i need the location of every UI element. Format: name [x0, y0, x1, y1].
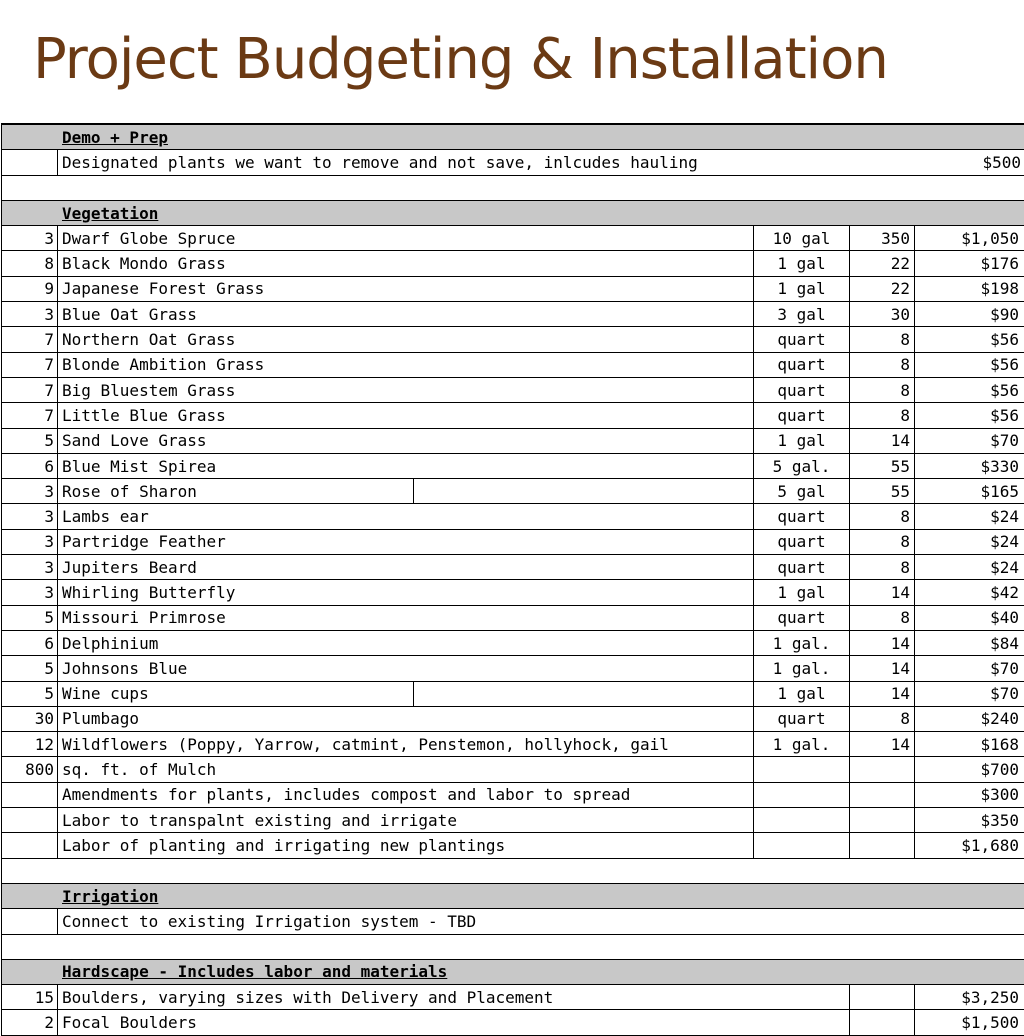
- unit-price-cell: 14: [850, 732, 915, 756]
- qty-cell: 9: [2, 277, 58, 301]
- unit-price-cell: [850, 833, 915, 857]
- total-cell: $70: [990, 431, 1019, 451]
- table-row: [2, 479, 1024, 504]
- total-cell: $70: [990, 684, 1019, 704]
- size-cell: [754, 1010, 850, 1034]
- size-cell: quart: [754, 403, 850, 427]
- size-cell: quart: [754, 555, 850, 579]
- size-cell: 1 gal.: [754, 656, 850, 680]
- qty-cell: 15: [2, 985, 58, 1009]
- table-row: [2, 429, 1024, 454]
- total-cell: $330: [980, 456, 1019, 476]
- table-row: [2, 656, 1024, 681]
- table-row: [2, 833, 1024, 858]
- total-cell: $198: [980, 279, 1019, 299]
- size-cell: quart: [754, 504, 850, 528]
- item-cell: Big Bluestem Grass: [58, 378, 754, 402]
- item-cell: Focal Boulders: [62, 1013, 197, 1033]
- size-cell: 1 gal: [754, 682, 850, 706]
- unit-price-cell: 55: [850, 479, 915, 503]
- size-cell: quart: [754, 353, 850, 377]
- section-heading: Vegetation: [62, 203, 159, 223]
- unit-price-cell: 8: [850, 327, 915, 351]
- table-row: [2, 606, 1024, 631]
- table-row: [2, 757, 1024, 782]
- header-qty-cell: [2, 960, 58, 984]
- table-row: [2, 909, 1024, 934]
- unit-price-cell: 14: [850, 580, 915, 604]
- qty-cell: 3: [2, 555, 58, 579]
- total-cell: $500: [982, 152, 1021, 172]
- qty-cell: 5: [2, 682, 58, 706]
- item-cell: Rose of Sharon: [58, 479, 754, 503]
- item-cell: Little Blue Grass: [58, 403, 754, 427]
- item-cell: Designated plants we want to remove and not save, inlcudes hauling: [61, 152, 698, 172]
- size-cell: 1 gal: [754, 277, 850, 301]
- table-row: [2, 327, 1024, 352]
- qty-cell: [2, 909, 58, 933]
- qty-cell: 3: [2, 226, 58, 250]
- size-cell: [754, 833, 850, 857]
- qty-cell: 5: [2, 429, 58, 453]
- item-cell: Labor of planting and irrigating new plantings: [58, 833, 754, 857]
- table-row: [2, 378, 1024, 403]
- qty-cell: 6: [2, 454, 58, 478]
- table-row: [2, 454, 1024, 479]
- size-cell: quart: [754, 707, 850, 731]
- section-heading: Irrigation: [62, 886, 159, 906]
- section-header-demo: [2, 125, 1024, 150]
- item-cell: Wine cups: [58, 682, 754, 706]
- size-cell: 5 gal: [754, 479, 850, 503]
- total-cell: $70: [990, 658, 1019, 678]
- unit-price-cell: 22: [850, 251, 915, 275]
- qty-cell: 5: [2, 656, 58, 680]
- total-cell: $42: [990, 582, 1019, 602]
- table-row: [2, 530, 1024, 555]
- unit-price-cell: 14: [850, 682, 915, 706]
- unit-price-cell: [850, 808, 915, 832]
- spacer-row: [2, 935, 1024, 960]
- size-cell: 1 gal.: [754, 732, 850, 756]
- unit-price-cell: 30: [850, 302, 915, 326]
- size-cell: 1 gal.: [754, 631, 850, 655]
- unit-price-cell: 8: [850, 707, 915, 731]
- unit-price-cell: 8: [850, 606, 915, 630]
- size-cell: [754, 783, 850, 807]
- total-cell: $350: [980, 810, 1019, 830]
- total-cell: $176: [980, 254, 1019, 274]
- total-cell: $24: [990, 557, 1019, 577]
- table-row: [2, 555, 1024, 580]
- qty-cell: [2, 783, 58, 807]
- size-cell: 1 gal: [754, 429, 850, 453]
- size-cell: [754, 808, 850, 832]
- budget-sheet: [1, 123, 1024, 1036]
- unit-price-cell: [850, 985, 915, 1009]
- section-header-vegetation: [2, 201, 1024, 226]
- table-row: [2, 783, 1024, 808]
- section-heading: Hardscape - Includes labor and materials: [62, 962, 448, 982]
- unit-price-cell: 8: [850, 555, 915, 579]
- total-cell: [917, 909, 1024, 933]
- total-cell: $240: [980, 709, 1019, 729]
- table-row: [2, 504, 1024, 529]
- item-cell: Delphinium: [58, 631, 754, 655]
- table-row: [2, 732, 1024, 757]
- qty-cell: 12: [2, 732, 58, 756]
- unit-price-cell: 14: [850, 429, 915, 453]
- size-cell: quart: [754, 327, 850, 351]
- section-heading: Demo + Prep: [62, 127, 168, 147]
- qty-cell: 3: [2, 504, 58, 528]
- unit-price-cell: 350: [850, 226, 915, 250]
- table-row: [2, 707, 1024, 732]
- unit-price-cell: 8: [850, 353, 915, 377]
- qty-cell: 3: [2, 580, 58, 604]
- unit-price-cell: 14: [850, 656, 915, 680]
- unit-price-cell: 14: [850, 631, 915, 655]
- vegetation-rows: [2, 226, 1024, 858]
- size-cell: [754, 985, 850, 1009]
- qty-cell: 2: [2, 1010, 58, 1034]
- item-cell: Blonde Ambition Grass: [58, 353, 754, 377]
- total-cell: $56: [990, 380, 1019, 400]
- table-row: [2, 302, 1024, 327]
- unit-price-cell: 8: [850, 530, 915, 554]
- size-cell: quart: [754, 606, 850, 630]
- unit-price-cell: [850, 757, 915, 781]
- qty-cell: 8: [2, 251, 58, 275]
- spacer-row: [2, 859, 1024, 884]
- section-header-irrigation: [2, 884, 1024, 909]
- qty-cell: 7: [2, 403, 58, 427]
- item-cell: Connect to existing Irrigation system - TBD: [61, 911, 477, 931]
- spacer-row: [2, 176, 1024, 201]
- header-qty-cell: [2, 201, 58, 225]
- qty-cell: 3: [2, 530, 58, 554]
- unit-price-cell: [850, 783, 915, 807]
- total-cell: $40: [990, 608, 1019, 628]
- item-cell: Wildflowers (Poppy, Yarrow, catmint, Penstemon, hollyhock, gail: [58, 732, 754, 756]
- unit-price-cell: 8: [850, 378, 915, 402]
- table-row: [2, 682, 1024, 707]
- unit-price-cell: 55: [850, 454, 915, 478]
- item-cell: Boulders, varying sizes with Delivery and Placement: [62, 987, 554, 1007]
- qty-cell: [2, 833, 58, 857]
- item-cell: Blue Mist Spirea: [58, 454, 754, 478]
- total-cell: $84: [990, 633, 1019, 653]
- unit-price-cell: 8: [850, 403, 915, 427]
- total-cell: $56: [990, 355, 1019, 375]
- total-cell: $1,500: [961, 1013, 1019, 1033]
- table-row: [2, 1010, 1024, 1035]
- qty-cell: 30: [2, 707, 58, 731]
- size-cell: [754, 757, 850, 781]
- item-cell: Johnsons Blue: [58, 656, 754, 680]
- qty-cell: 7: [2, 327, 58, 351]
- item-cell: Black Mondo Grass: [58, 251, 754, 275]
- size-cell: quart: [754, 378, 850, 402]
- size-cell: 3 gal: [754, 302, 850, 326]
- total-cell: $24: [990, 532, 1019, 552]
- item-cell: Missouri Primrose: [58, 606, 754, 630]
- total-cell: $700: [980, 760, 1019, 780]
- item-cell: Whirling Butterfly: [58, 580, 754, 604]
- table-row: [2, 251, 1024, 276]
- qty-cell: 5: [2, 606, 58, 630]
- item-cell: Northern Oat Grass: [58, 327, 754, 351]
- unit-price-cell: 8: [850, 504, 915, 528]
- qty-cell: [2, 808, 58, 832]
- total-cell: $3,250: [961, 987, 1019, 1007]
- header-qty-cell: [2, 884, 58, 908]
- unit-price-cell: 22: [850, 277, 915, 301]
- item-cell: Blue Oat Grass: [58, 302, 754, 326]
- total-cell: $1,680: [961, 835, 1019, 855]
- qty-cell: 7: [2, 378, 58, 402]
- qty-cell: [2, 150, 58, 174]
- table-row: [2, 580, 1024, 605]
- item-cell: Amendments for plants, includes compost and labor to spread: [58, 783, 754, 807]
- total-cell: $56: [990, 405, 1019, 425]
- header-qty-cell: [2, 125, 58, 149]
- table-row: [2, 808, 1024, 833]
- table-row: [2, 985, 1024, 1010]
- total-cell: $300: [980, 785, 1019, 805]
- table-row: [2, 403, 1024, 428]
- size-cell: 10 gal: [754, 226, 850, 250]
- total-cell: $168: [980, 734, 1019, 754]
- table-row: [2, 226, 1024, 251]
- table-row: [2, 353, 1024, 378]
- item-cell: Partridge Feather: [58, 530, 754, 554]
- item-cell: Dwarf Globe Spruce: [58, 226, 754, 250]
- qty-cell: 7: [2, 353, 58, 377]
- qty-cell: 800: [2, 757, 58, 781]
- item-cell: Labor to transpalnt existing and irrigate: [58, 808, 754, 832]
- total-cell: $56: [990, 330, 1019, 350]
- unit-price-cell: [850, 1010, 915, 1034]
- size-cell: quart: [754, 530, 850, 554]
- item-cell: Sand Love Grass: [58, 429, 754, 453]
- total-cell: $165: [980, 481, 1019, 501]
- item-cell: Plumbago: [58, 707, 754, 731]
- total-cell: $90: [990, 304, 1019, 324]
- total-cell: $24: [990, 507, 1019, 527]
- qty-cell: 6: [2, 631, 58, 655]
- page-title: Project Budgeting & Installation: [33, 27, 888, 92]
- item-cell: Japanese Forest Grass: [58, 277, 754, 301]
- table-row: [2, 150, 1024, 175]
- item-cell: sq. ft. of Mulch: [58, 757, 754, 781]
- table-row: [2, 277, 1024, 302]
- size-cell: 5 gal.: [754, 454, 850, 478]
- size-cell: 1 gal: [754, 580, 850, 604]
- size-cell: 1 gal: [754, 251, 850, 275]
- total-cell: $1,050: [961, 228, 1019, 248]
- section-header-hardscape: [2, 960, 1024, 985]
- qty-cell: 3: [2, 479, 58, 503]
- item-cell: Lambs ear: [58, 504, 754, 528]
- item-cell: Jupiters Beard: [58, 555, 754, 579]
- table-row: [2, 631, 1024, 656]
- qty-cell: 3: [2, 302, 58, 326]
